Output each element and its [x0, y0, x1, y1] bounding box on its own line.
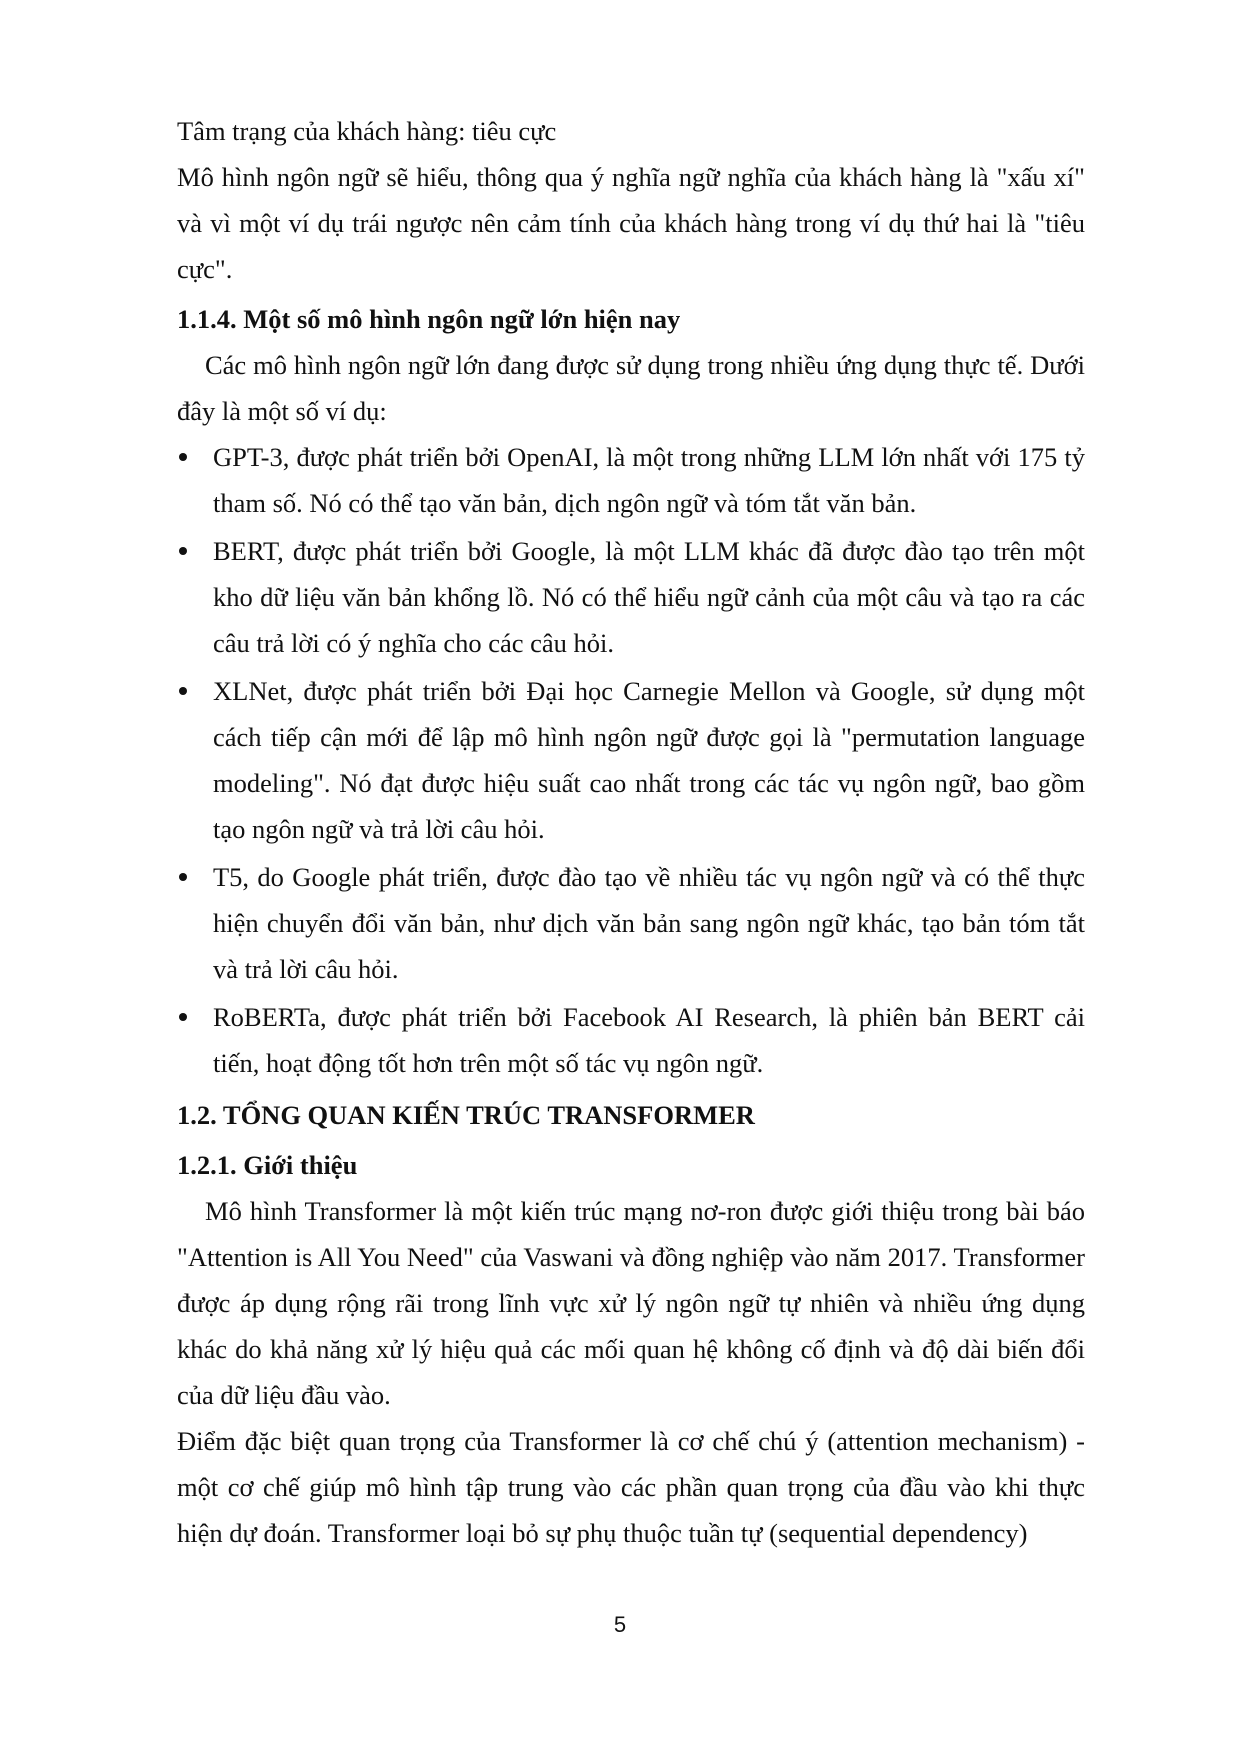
section-heading-1-1-4: 1.1.4. Một số mô hình ngôn ngữ lớn hiện nay [177, 304, 681, 334]
document-page [177, 108, 1085, 1556]
customer-sentiment-line: Tâm trạng của khách hàng: tiêu cực [177, 116, 557, 146]
bullet-icon [179, 453, 187, 461]
list-item-text: RoBERTa, được phát triển bởi Facebook AI Research, là phiên bản BERT cải tiến, hoạt động tốt hơn trên một số tác vụ ngôn ngữ. [213, 1002, 1085, 1078]
bullet-icon [179, 547, 187, 555]
llm-examples-list [177, 434, 1085, 1086]
bullet-icon [179, 687, 187, 695]
section-heading-1-2: 1.2. TỔNG QUAN KIẾN TRÚC TRANSFORMER [177, 1100, 755, 1130]
list-item [177, 528, 1085, 666]
list-item-text: BERT, được phát triển bởi Google, là một LLM khác đã được đào tạo trên một kho dữ liệu văn bản khổng lồ. Nó có thể hiểu ngữ cảnh của một câu và tạo ra các câu trả lời có ý nghĩa cho các câu hỏi. [213, 536, 1085, 658]
section-heading-1-2-1: 1.2.1. Giới thiệu [177, 1150, 358, 1180]
bullet-icon [179, 1013, 187, 1021]
list-item [177, 854, 1085, 992]
attention-mechanism-paragraph: Điểm đặc biệt quan trọng của Transformer là cơ chế chú ý (attention mechanism) - một cơ chế giúp mô hình tập trung vào các phần quan trọng của đầu vào khi thực hiện dự đoán. Transformer loại bỏ sự phụ thuộc tuần tự (sequential dependency) [177, 1426, 1085, 1548]
list-item-text: T5, do Google phát triển, được đào tạo về nhiều tác vụ ngôn ngữ và có thể thực hiện chuyển đổi văn bản, như dịch văn bản sang ngôn ngữ khác, tạo bản tóm tắt và trả lời câu hỏi. [213, 862, 1085, 984]
model-understanding-paragraph: Mô hình ngôn ngữ sẽ hiểu, thông qua ý nghĩa ngữ nghĩa của khách hàng là "xấu xí" và vì một ví dụ trái ngược nên cảm tính của khách hàng trong ví dụ thứ hai là "tiêu cực". [177, 162, 1085, 284]
transformer-intro-paragraph: Mô hình Transformer là một kiến trúc mạng nơ-ron được giới thiệu trong bài báo "Attention is All You Need" của Vaswani và đồng nghiệp vào năm 2017. Transformer được áp dụng rộng rãi trong lĩnh vực xử lý ngôn ngữ tự nhiên và nhiều ứng dụng khác do khả năng xử lý hiệu quả các mối quan hệ không cố định và độ dài biến đổi của dữ liệu đầu vào. [177, 1196, 1085, 1410]
list-item [177, 994, 1085, 1086]
list-item [177, 434, 1085, 526]
list-item-text: GPT-3, được phát triển bởi OpenAI, là một trong những LLM lớn nhất với 175 tỷ tham số. Nó có thể tạo văn bản, dịch ngôn ngữ và tóm tắt văn bản. [213, 442, 1085, 518]
list-item-text: XLNet, được phát triển bởi Đại học Carnegie Mellon và Google, sử dụng một cách tiếp cận mới để lập mô hình ngôn ngữ được gọi là "permutation language modeling". Nó đạt được hiệu suất cao nhất trong các tác vụ ngôn ngữ, bao gồm tạo ngôn ngữ và trả lời câu hỏi. [213, 676, 1085, 844]
section-1-1-4-intro: Các mô hình ngôn ngữ lớn đang được sử dụng trong nhiều ứng dụng thực tế. Dưới đây là một số ví dụ: [177, 350, 1085, 426]
page-number: 5 [613, 1612, 627, 1637]
bullet-icon [179, 873, 187, 881]
list-item [177, 668, 1085, 852]
